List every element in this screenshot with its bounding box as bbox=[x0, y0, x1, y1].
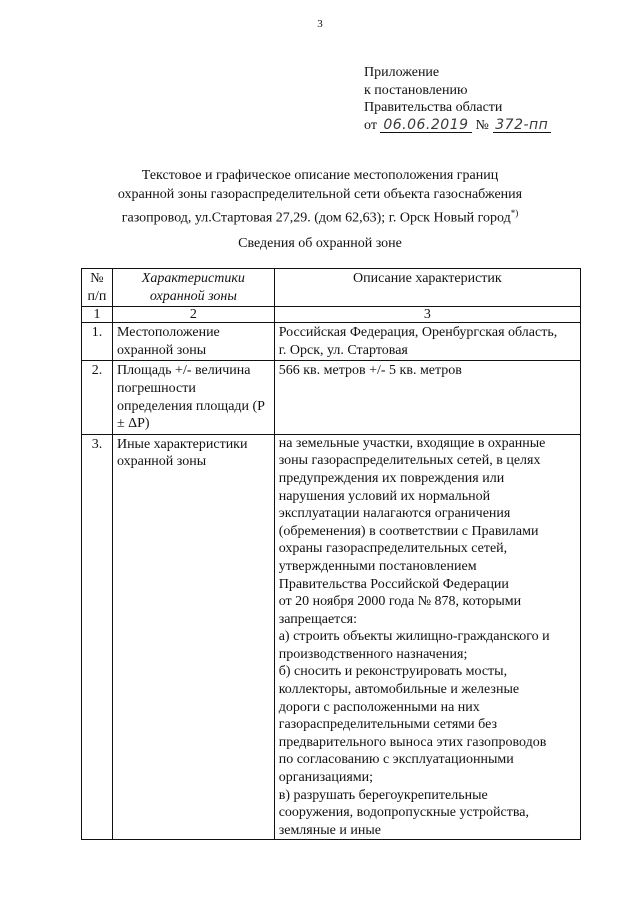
row-description bbox=[274, 361, 580, 434]
from-label: от bbox=[364, 117, 377, 133]
index-row bbox=[82, 307, 581, 323]
table-row bbox=[82, 361, 581, 434]
appendix-line-3: Правительства области bbox=[364, 100, 503, 115]
title-line-1: Текстовое и графическое описание местоположения границ bbox=[141, 168, 499, 183]
description-line: 566 кв. метров +/- 5 кв. метров bbox=[278, 363, 462, 379]
description-line: г. Орск, ул. Стартовая bbox=[278, 342, 408, 358]
description-line: б) сносить и реконструировать мосты, bbox=[278, 664, 508, 680]
section-title: Сведения об охранной зоне bbox=[238, 236, 402, 251]
description-line: сооружения, водопропускные устройства, bbox=[278, 805, 529, 821]
row-number: 1. bbox=[82, 323, 113, 361]
table-row bbox=[82, 323, 581, 361]
header-characteristic: Характеристики охранной зоны bbox=[112, 269, 274, 307]
description-line: по согласованию с эксплуатационными bbox=[278, 752, 514, 768]
appendix-date-line bbox=[364, 117, 551, 135]
index-cell-2: 2 bbox=[112, 307, 274, 323]
handwritten-number: 372-пп bbox=[493, 118, 551, 133]
appendix-block bbox=[364, 64, 551, 134]
table-row bbox=[82, 434, 581, 840]
row-number: 2. bbox=[82, 361, 113, 434]
description-line: от 20 ноября 2000 года № 878, которыми bbox=[278, 594, 522, 610]
document-title bbox=[0, 166, 640, 228]
row-description bbox=[274, 323, 580, 361]
description-line: газораспределительными сетями без bbox=[278, 717, 498, 733]
handwritten-date: 06.06.2019 bbox=[380, 118, 472, 133]
header-description: Описание характеристик bbox=[274, 269, 580, 307]
description-line: охраны газораспределительных сетей, bbox=[278, 541, 508, 557]
header-num: № п/п bbox=[82, 269, 113, 307]
index-cell-3: 3 bbox=[274, 307, 580, 323]
description-line: производственного назначения; bbox=[278, 646, 468, 662]
row-number: 3. bbox=[82, 434, 113, 840]
description-line: предварительного выноса этих газопроводов bbox=[278, 734, 547, 750]
description-line: а) строить объекты жилищно-гражданского и bbox=[278, 629, 550, 645]
header-row bbox=[82, 269, 581, 307]
description-line: в) разрушать берегоукрепительные bbox=[278, 787, 488, 803]
description-line: на земельные участки, входящие в охранные bbox=[278, 435, 546, 451]
description-line: дороги с расположенными на них bbox=[278, 699, 480, 715]
description-line: (обременения) в соответствии с Правилами bbox=[278, 523, 539, 539]
appendix-line-2: к постановлению bbox=[364, 82, 468, 98]
row-description bbox=[274, 434, 580, 840]
description-line: коллекторы, автомобильные и железные bbox=[278, 682, 520, 698]
page-number: 3 bbox=[317, 18, 323, 30]
row-characteristic: Местоположение охранной зоны bbox=[112, 323, 274, 361]
description-line: зоны газораспределительных сетей, в целях bbox=[278, 453, 541, 469]
zone-table bbox=[81, 268, 581, 840]
description-line: утвержденными постановлением bbox=[278, 558, 477, 574]
title-line-3 bbox=[0, 204, 640, 228]
description-line: Правительства Российской Федерации bbox=[278, 576, 509, 592]
index-cell-1: 1 bbox=[82, 307, 113, 323]
description-line: организациями; bbox=[278, 770, 374, 786]
description-line: предупреждения их повреждения или bbox=[278, 470, 505, 486]
number-label: № bbox=[475, 117, 489, 133]
description-line: эксплуатации налагаются ограничения bbox=[278, 506, 511, 522]
appendix-line-1: Приложение bbox=[364, 65, 440, 80]
row-characteristic: Площадь +/- величина погрешности определения площади (P ± ΔP) bbox=[112, 361, 274, 434]
title-line-3-text: газопровод, ул.Стартовая 27,29. (дом 62,63); г. Орск Новый город bbox=[121, 210, 511, 226]
description-line: земляные и иные bbox=[278, 822, 381, 838]
description-line: запрещается: bbox=[278, 611, 358, 627]
row-characteristic: Иные характеристики охранной зоны bbox=[112, 434, 274, 840]
title-line-2: охранной зоны газораспределительной сети объекта газоснабжения bbox=[117, 187, 523, 202]
description-line: нарушения условий их нормальной bbox=[278, 488, 491, 504]
description-line: Российская Федерация, Оренбургская область, bbox=[278, 325, 558, 341]
footnote-mark: *) bbox=[510, 208, 519, 218]
